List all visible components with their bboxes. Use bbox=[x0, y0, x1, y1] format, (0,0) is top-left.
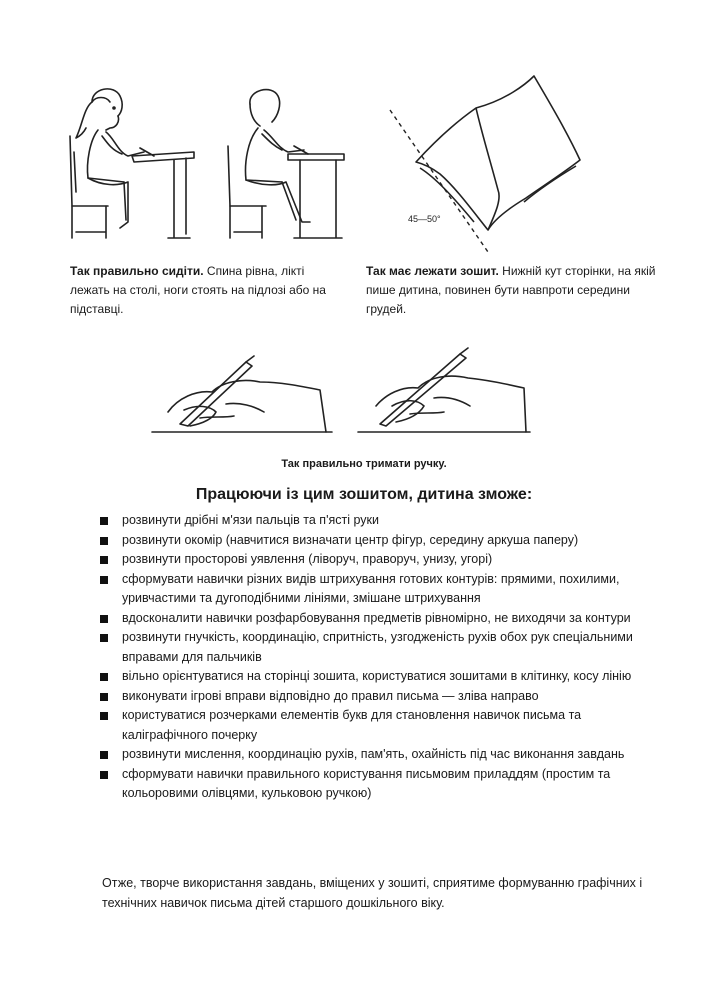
bullet-square-icon bbox=[100, 576, 108, 584]
list-item: розвинути просторові уявлення (ліворуч, праворуч, унизу, угорі) bbox=[100, 550, 660, 570]
bullet-square-icon bbox=[100, 556, 108, 564]
benefits-list bbox=[100, 511, 660, 804]
notebook-caption-text: Нижній кут сторінки, на якій пише дитина, повинен бути навпроти середини грудей. bbox=[366, 264, 656, 316]
list-item: користуватися розчерками елементів букв для становлення навичок письма та каліграфічного почерку bbox=[100, 706, 660, 745]
pen-grip-illustration-left bbox=[150, 352, 335, 437]
bullet-square-icon bbox=[100, 693, 108, 701]
list-item: сформувати навички правильного користування письмовим приладдям (простим та кольоровими олівцями, кульковою ручкою) bbox=[100, 765, 660, 804]
angle-label: 45—50° bbox=[408, 214, 441, 224]
list-item: розвинути окомір (навчитися визначати центр фігур, середину аркуша паперу) bbox=[100, 531, 660, 551]
pen-grip-caption: Так правильно тримати ручку. bbox=[281, 458, 447, 470]
pen-grip-illustration-right bbox=[356, 340, 532, 438]
posture-caption-text: Спина рівна, лікті лежать на столі, ноги стоять на підлозі або на підставці. bbox=[70, 264, 326, 316]
bullet-square-icon bbox=[100, 634, 108, 642]
bullet-square-icon bbox=[100, 517, 108, 525]
notebook-caption-bold: Так має лежати зошит. bbox=[366, 264, 499, 278]
posture-caption-bold: Так правильно сидіти. bbox=[70, 264, 204, 278]
posture-caption bbox=[70, 262, 340, 319]
bullet-square-icon bbox=[100, 673, 108, 681]
girl-sitting-illustration bbox=[62, 82, 202, 242]
list-item: сформувати навички різних видів штрихування готових контурів: прямими, похилими, уривчастими та дугоподібними лініями, змішане штрихування bbox=[100, 570, 660, 609]
bullet-square-icon bbox=[100, 537, 108, 545]
bullet-square-icon bbox=[100, 615, 108, 623]
list-item: виконувати ігрові вправи відповідно до правил письма — зліва направо bbox=[100, 687, 660, 707]
benefits-heading: Працюючи із цим зошитом, дитина зможе: bbox=[195, 486, 533, 503]
boy-sitting-illustration bbox=[222, 82, 352, 242]
list-item: вдосконалити навички розфарбовування предметів рівномірно, не виходячи за контури bbox=[100, 609, 660, 629]
notebook-angle-illustration bbox=[376, 70, 596, 260]
bullet-square-icon bbox=[100, 751, 108, 759]
list-item: розвинути дрібні м'язи пальців та п'ясті руки bbox=[100, 511, 660, 531]
notebook-caption bbox=[366, 262, 656, 319]
bullet-square-icon bbox=[100, 712, 108, 720]
bullet-square-icon bbox=[100, 771, 108, 779]
list-item: вільно орієнтуватися на сторінці зошита, користуватися зошитами в клітинку, косу лінію bbox=[100, 667, 660, 687]
list-item: розвинути гнучкість, координацію, спритність, узгодженість рухів обох рук спеціальними вправами для пальчиків bbox=[100, 628, 660, 667]
list-item: розвинути мислення, координацію рухів, пам'ять, охайність під час виконання завдань bbox=[100, 745, 660, 765]
conclusion-paragraph: Отже, творче використання завдань, вміщених у зошиті, сприятиме формуванню графічних і технічних навичок письма дітей старшого дошкільного віку. bbox=[102, 876, 643, 910]
